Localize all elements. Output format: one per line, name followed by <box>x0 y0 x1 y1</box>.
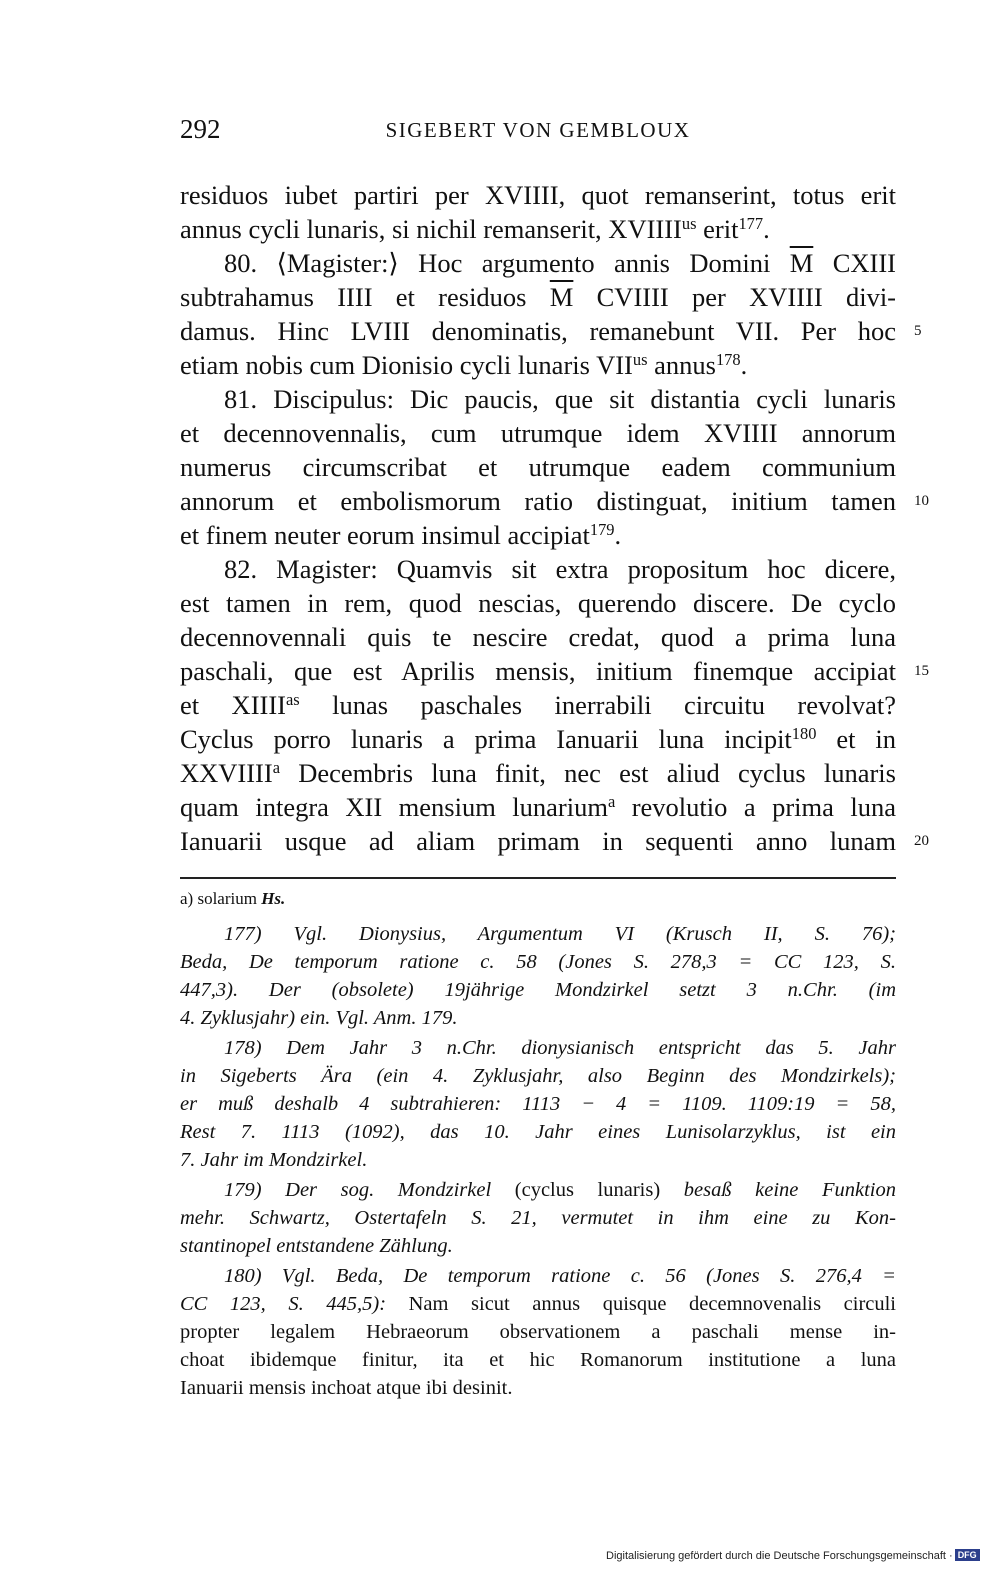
text-line: 81. Discipulus: Dic paucis, que sit distantia cycli lunaris <box>224 384 896 414</box>
footnote-line: 180) Vgl. Beda, De temporum ratione c. 56 (Jones S. 276,4 = <box>224 1265 896 1287</box>
text-line: paschali, que est Aprilis mensis, initium finemque accipiat <box>180 656 896 686</box>
footnote-line: 178) Dem Jahr 3 n.Chr. dionysianisch entspricht das 5. Jahr <box>224 1037 896 1059</box>
footnote-line: 7. Jahr im Mondzirkel. <box>180 1149 368 1171</box>
footnote-line: stantinopel entstandene Zählung. <box>180 1235 453 1257</box>
text-line: numerus circumscribat et utrumque eadem communium <box>180 452 896 482</box>
footnote-line: Beda, De temporum ratione c. 58 (Jones S. 278,3 = CC 123, S. <box>180 951 896 973</box>
text-line: annorum et embolismorum ratio distinguat, initium tamen <box>180 486 896 516</box>
footnote-line: 177) Vgl. Dionysius, Argumentum VI (Krusch II, S. 76); <box>224 923 896 945</box>
dfg-logo: DFG <box>955 1549 980 1561</box>
footnote-line: 4. Zyklusjahr) ein. Vgl. Anm. 179. <box>180 1007 458 1029</box>
text-line: damus. Hinc LVIII denominatis, remanebunt VII. Per hoc <box>180 316 896 346</box>
footnote-line: propter legalem Hebraeorum observationem a paschali mense in- <box>180 1321 896 1343</box>
footnote-ref: 180 <box>791 723 817 743</box>
footnote-line: er muß deshalb 4 subtrahieren: 1113 − 4 = 1109. 1109:19 = 58, <box>180 1093 896 1115</box>
text-line: Ianuarii usque ad aliam primam in sequenti anno lunam <box>180 826 896 856</box>
text-line: quam integra XII mensium lunarium$^a$ revolutio a prima luna <box>180 791 896 822</box>
line-number: 20 <box>914 833 929 849</box>
text-line: XXVIIII$^a$ Decembris luna finit, nec est aliud cyclus lunaris <box>180 757 896 788</box>
line-number: 15 <box>914 663 929 679</box>
footnote-line: mehr. Schwartz, Ostertafeln S. 21, vermutet in ihm eine zu Kon- <box>180 1207 896 1229</box>
footnote-line: Ianuarii mensis inchoat atque ibi desinit. <box>180 1377 513 1399</box>
footnote-line: CC 123, S. 445,5): Nam sicut annus quisque decemnovenalis circuli <box>180 1293 897 1315</box>
apparatus-note: a) solarium Hs. <box>180 889 286 908</box>
text-line: subtrahamus IIII et residuos $\overline{M}$ CVIIII per XVIIII divi- <box>180 282 897 312</box>
text-line: est tamen in rem, quod nescias, querendo discere. De cyclo <box>180 588 896 618</box>
line-number: 10 <box>914 493 929 509</box>
text-line: et finem neuter eorum insimul accipiat$^{179}$. <box>180 519 622 550</box>
footnote-line: 447,3). Der (obsolete) 19jährige Mondzirkel setzt 3 n.Chr. (im <box>180 979 896 1001</box>
text-line: 80. ⟨Magister:⟩ Hoc argumento annis Domini $\overline{M}$ CXIII <box>224 248 896 278</box>
funding-footer: Digitalisierung gefördert durch die Deutsche Forschungsgemeinschaft · DFG <box>606 1549 980 1562</box>
footnote-line: in Sigeberts Ära (ein 4. Zyklusjahr, also Beginn des Mondzirkels); <box>180 1065 896 1087</box>
text-line: decennovennali quis te nescire credat, quod a prima luna <box>180 622 896 652</box>
page-header <box>180 114 896 154</box>
text-line: et $XIIII^{as}$ lunas paschales inerrabili circuitu revolvat? <box>180 689 896 720</box>
footnote-line: 179) Der sog. Mondzirkel (cyclus lunaris) besaß keine Funktion <box>224 1179 896 1201</box>
footnote-ref: 179 <box>589 519 615 539</box>
footnote-line: Rest 7. 1113 (1092), das 10. Jahr eines Lunisolarzyklus, ist ein <box>180 1121 896 1143</box>
text-line: residuos iubet partiri per XVIIII, quot remanserint, totus erit <box>180 180 896 210</box>
running-title: SIGEBERT VON GEMBLOUX <box>385 118 691 142</box>
footnote-divider <box>180 877 896 879</box>
footnote-line: choat ibidemque finitur, ita et hic Romanorum institutione a luna <box>180 1349 896 1371</box>
text-line: annus cycli lunaris, si nichil remanserit, $XVIIII^{us}$ erit$^{177}$. <box>180 213 770 244</box>
footnote-ref: 178 <box>715 349 741 369</box>
footnote-ref: 177 <box>738 213 764 233</box>
line-number: 5 <box>914 323 922 339</box>
page-number: 292 <box>180 114 221 144</box>
text-line: etiam nobis cum Dionisio cycli lunaris $VII^{us}$ annus$^{178}$. <box>180 349 748 380</box>
text-line: 82. Magister: Quamvis sit extra propositum hoc dicere, <box>224 554 896 584</box>
text-line: Cyclus porro lunaris a prima Ianuarii luna incipit$^{180}$ et in <box>180 723 896 754</box>
text-line: et decennovennalis, cum utrumque idem XVIIII annorum <box>180 418 896 448</box>
